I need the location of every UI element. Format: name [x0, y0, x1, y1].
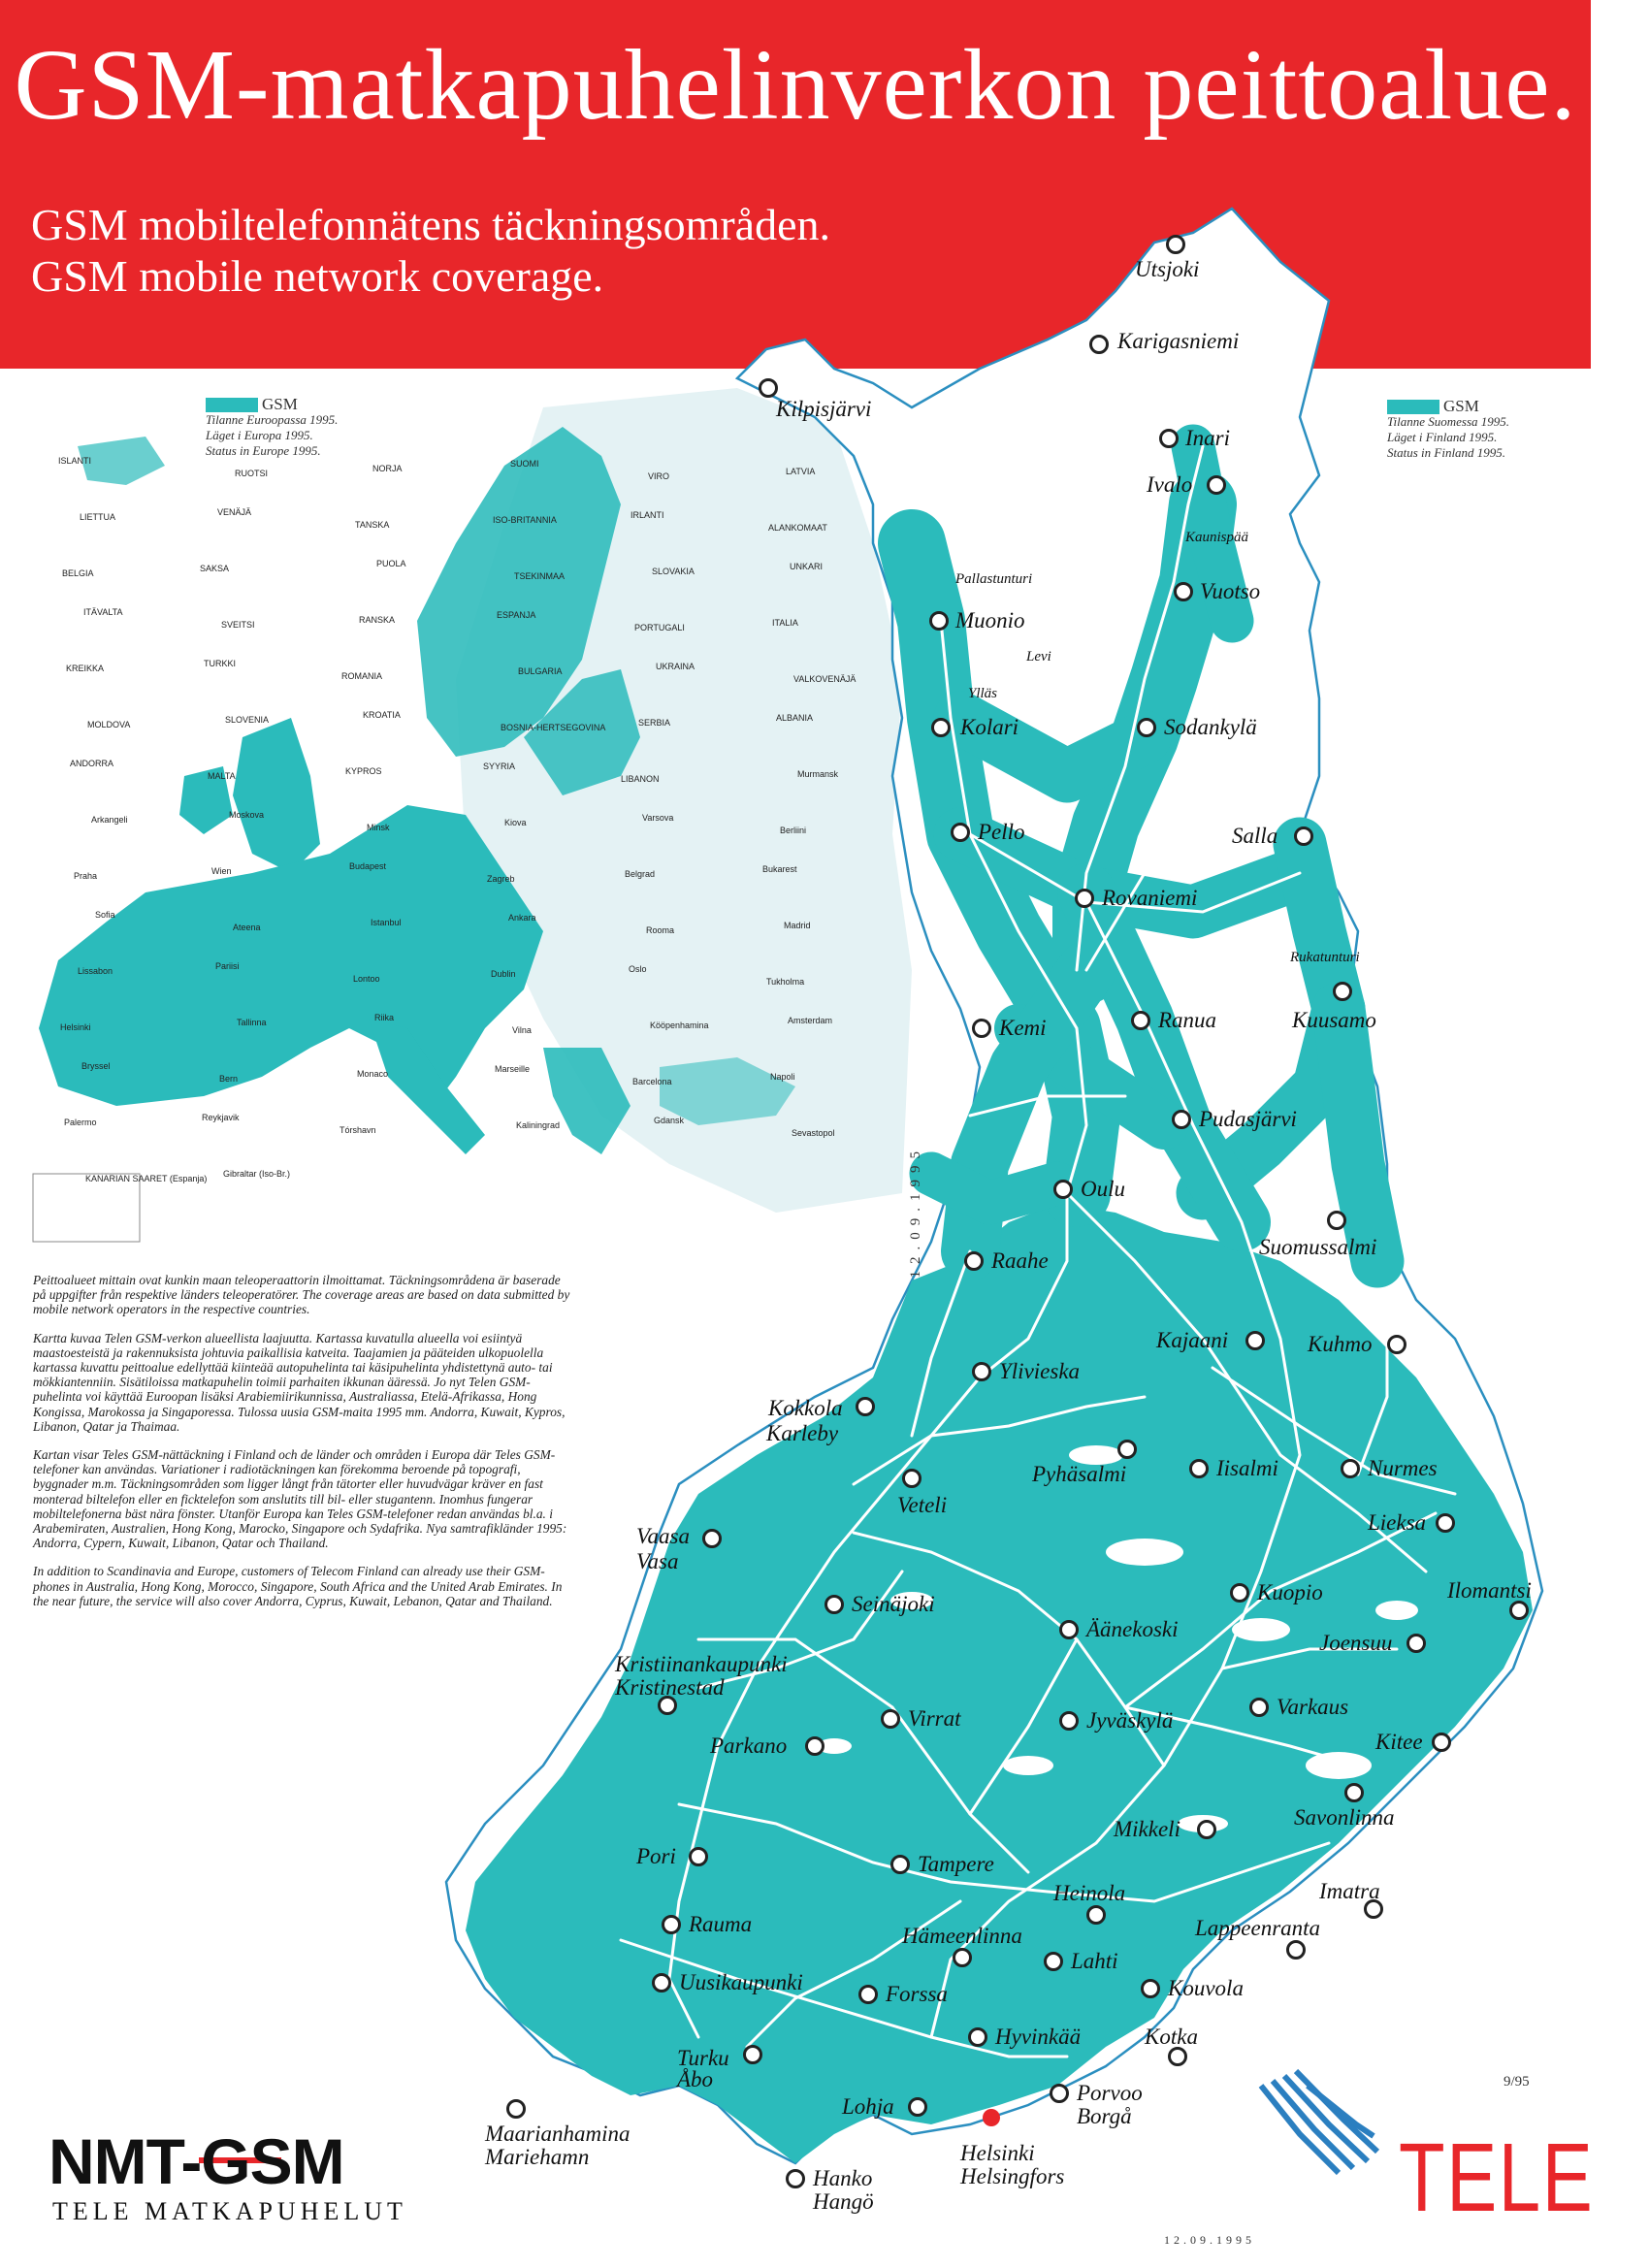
- subtitle-english: GSM mobile network coverage.: [31, 251, 604, 301]
- city-marker: [1131, 1011, 1150, 1030]
- city-label: Rukatunturi: [1290, 950, 1360, 965]
- city-label: Kolari: [960, 715, 1019, 739]
- europe-map-label: ESPANJA: [497, 610, 536, 620]
- city-label: Nurmes: [1368, 1456, 1438, 1480]
- city-marker: [964, 1251, 984, 1271]
- city-label: Jyväskylä: [1086, 1708, 1174, 1733]
- city-marker: [1436, 1513, 1455, 1533]
- city-marker: [1159, 429, 1179, 448]
- city-label: Karigasniemi: [1117, 329, 1240, 353]
- city-label: Imatra: [1319, 1879, 1380, 1903]
- europe-map-label: Bern: [219, 1074, 239, 1084]
- europe-map-label: Ankara: [508, 913, 536, 923]
- city-label: Vaasa: [636, 1524, 690, 1548]
- city-label: Suomussalmi: [1259, 1235, 1377, 1259]
- europe-map-label: ITALIA: [772, 618, 798, 628]
- europe-map-label: ITÄVALTA: [83, 607, 123, 617]
- europe-map-label: Praha: [74, 871, 98, 881]
- europe-map-label: Reykjavik: [202, 1113, 240, 1122]
- legend-europe: GSM Tilanne Euroopassa 1995. Läget i Europa 1995. Status in Europe 1995.: [206, 395, 339, 459]
- city-label: Savonlinna: [1294, 1805, 1395, 1830]
- europe-map-label: Oslo: [629, 964, 647, 974]
- city-label: Ylläs: [968, 686, 998, 701]
- tele-logo-text: TELE: [1399, 2123, 1595, 2232]
- city-marker: [1053, 1180, 1073, 1199]
- city-label: Kouvola: [1168, 1976, 1244, 2000]
- city-label: Kaunispää: [1185, 530, 1249, 545]
- europe-map-label: BELGIA: [62, 568, 94, 578]
- text-paragraph: Kartta kuvaa Telen GSM-verkon alueellista laajuutta. Kartassa kuvatulla alueella voi esiintyä maastoesteistä ja rakennuksista johtuvia paikallisia katveita. Taajamien ja pääteiden ulkopuolella kartassa kuvattu peittoalue edellyttää kiinteää autopuhelinta tai käsipuhelinta yhdistettynä auto- tai mökkiantenniin. Sisätiloissa matkapuhelin toimii parhaiten ikkunan ääressä. Jo nyt Telen GSM-puhelinta voi käyttää Euroopan lisäksi Arabiemiirikunnissa, Australiassa, Etelä-Afrikassa, Hong Kongissa, Marokossa ja Singaporessa. Tulossa uusia GSM-maita 1995 mm. Andorra, Kuwait, Kypros, Libanon, Qatar ja Thaimaa.: [33, 1330, 566, 1434]
- city-label: Virrat: [908, 1706, 961, 1731]
- europe-map-label: Arkangeli: [91, 815, 128, 825]
- city-marker: [858, 1985, 878, 2004]
- city-marker: [689, 1847, 708, 1866]
- city-label: Turku: [677, 2046, 729, 2070]
- europe-map-label: MALTA: [208, 771, 236, 781]
- europe-map-label: SYYRIA: [483, 761, 516, 771]
- europe-map-label: VIRO: [648, 471, 670, 481]
- europe-map-label: Dublin: [491, 969, 516, 979]
- logo-subtitle: TELE MATKAPUHELUT: [52, 2197, 407, 2225]
- city-label: Borgå: [1077, 2104, 1132, 2128]
- city-label: Mariehamn: [485, 2145, 590, 2169]
- europe-map-label: LIETTUA: [80, 512, 116, 522]
- subtitle-swedish: GSM mobiltelefonnätens täckningsområden.: [31, 200, 831, 249]
- europe-map-label: BULGARIA: [518, 666, 563, 676]
- city-marker: [1341, 1459, 1360, 1478]
- city-marker: [1137, 718, 1156, 737]
- europe-map-label: SUOMI: [510, 459, 539, 469]
- city-label: Parkano: [710, 1733, 788, 1758]
- city-label: Kotka: [1145, 2025, 1198, 2049]
- city-marker: [1406, 1634, 1426, 1653]
- europe-map-label: Amsterdam: [788, 1016, 833, 1025]
- text-paragraph: Kartan visar Teles GSM-nättäckning i Finland och de länder och områden i Europa där Teles GSM-telefoner kan användas. Variationer i radiotäckningen kan förekomma beroende på topografi, byggnader m.m. Täckningsområden som ligger långt från tätorter eller huvudvägar kräver en fast monterad biltelefon eller en ficktelefon som anslutits till bil- eller stugantenn. Inomhus fungerar mobiltelefonerna bäst nära fönster. Utanför Europa kan Teles GSM-telefoner redan användas bl.a. i Arabemiraten, Australien, Hong Kong, Marocko, Singapore och Sydafrika. Nya samtrafikländer 1995: Andorra, Cypern, Kuwait, Libanon, Qatar och Thailand.: [33, 1447, 567, 1551]
- europe-map-label: Kööpenhamina: [650, 1021, 709, 1030]
- europe-map-label: Tallinna: [237, 1018, 267, 1027]
- tele-wave-logo: [1261, 2071, 1377, 2173]
- city-label: Ranua: [1158, 1008, 1217, 1032]
- europe-map-label: Belgrad: [625, 869, 656, 879]
- city-label: Karleby: [766, 1421, 839, 1445]
- city-marker: [1172, 1110, 1191, 1129]
- city-label: Utsjoki: [1135, 257, 1200, 281]
- city-label: Salla: [1232, 824, 1278, 848]
- city-marker: [890, 1855, 910, 1874]
- europe-map-label: PORTUGALI: [634, 623, 685, 632]
- city-label: Pello: [978, 820, 1025, 844]
- city-label: Vuotso: [1200, 579, 1261, 603]
- city-label: Tampere: [918, 1852, 994, 1876]
- city-label: Hyvinkää: [995, 2025, 1082, 2049]
- city-label: Kuhmo: [1308, 1332, 1373, 1356]
- city-label: Kitee: [1375, 1730, 1423, 1754]
- city-label: Pori: [636, 1844, 676, 1868]
- europe-map-label: Moskova: [229, 810, 265, 820]
- city-marker: [881, 1709, 900, 1729]
- europe-map-label: Barcelona: [632, 1077, 672, 1086]
- legend-finland: GSM Tilanne Suomessa 1995. Läget i Finland 1995. Status in Finland 1995.: [1387, 397, 1510, 461]
- city-marker: [908, 2097, 927, 2117]
- city-marker: [1168, 2047, 1187, 2066]
- city-label: Forssa: [886, 1982, 948, 2006]
- city-label: Veteli: [897, 1493, 948, 1517]
- city-marker: [1245, 1331, 1265, 1350]
- footer-date: 12.09.1995: [1164, 2233, 1255, 2247]
- issue-number: 9/95: [1504, 2074, 1530, 2090]
- city-label: Muonio: [955, 608, 1025, 632]
- city-marker: [1075, 889, 1094, 908]
- city-label: Kristiinankaupunki: [615, 1652, 788, 1676]
- city-label: Maarianhamina: [485, 2122, 630, 2146]
- city-marker: [1197, 1820, 1216, 1839]
- city-marker: [702, 1529, 722, 1548]
- europe-map-label: Vilna: [512, 1025, 532, 1035]
- europe-map-label: Monaco: [357, 1069, 389, 1079]
- europe-map-label: MOLDOVA: [87, 720, 131, 729]
- nmt-gsm-logo: NMT-GSM: [48, 2125, 344, 2197]
- city-label: Hangö: [813, 2189, 874, 2214]
- city-marker: [1207, 475, 1226, 495]
- city-label: Helsingfors: [960, 2164, 1065, 2188]
- europe-map-label: SERBIA: [638, 718, 671, 728]
- europe-map-label: TANSKA: [355, 520, 390, 530]
- city-marker: [1286, 1940, 1306, 1960]
- city-marker: [1327, 1211, 1346, 1230]
- city-label: Hämeenlinna: [902, 1924, 1022, 1948]
- europe-map-label: Rooma: [646, 925, 675, 935]
- europe-map-label: KROATIA: [363, 710, 401, 720]
- city-label: Rovaniemi: [1102, 886, 1198, 910]
- city-label: Kokkola: [768, 1396, 843, 1420]
- city-marker: [662, 1915, 681, 1934]
- europe-map-label: ISLANTI: [58, 456, 92, 466]
- text-paragraph: In addition to Scandinavia and Europe, customers of Telecom Finland can already use their GSM-phones in Australia, Hong Kong, Morocco, Singapore, South Africa and the United Arab Emirates. In the near future, the service will also cover Andorra, Cyprus, Kuwait, Lebanon, Qatar and Thailand.: [33, 1564, 563, 1608]
- europe-map-label: Kaliningrad: [516, 1120, 561, 1130]
- city-marker: [972, 1019, 991, 1038]
- city-label: Porvoo: [1077, 2081, 1143, 2105]
- europe-map-label: Berliini: [780, 826, 807, 835]
- city-label: Uusikaupunki: [679, 1970, 803, 1994]
- city-label: Mikkeli: [1114, 1817, 1180, 1841]
- europe-map-label: Minsk: [367, 823, 390, 832]
- city-label: Lappeenranta: [1195, 1916, 1321, 1940]
- europe-map-label: Varsova: [642, 813, 674, 823]
- city-marker: [786, 2169, 805, 2188]
- city-marker: [1141, 1979, 1160, 1998]
- europe-map-label: VALKOVENÄJÄ: [793, 674, 857, 684]
- city-label: Kristinestad: [615, 1675, 725, 1700]
- europe-map-label: UKRAINA: [656, 662, 695, 671]
- city-marker: [1059, 1620, 1079, 1639]
- city-marker: [931, 718, 951, 737]
- europe-map-label: Pariisi: [215, 961, 240, 971]
- city-label: Rauma: [689, 1912, 753, 1936]
- europe-map-label: IRLANTI: [630, 510, 664, 520]
- city-label: Kilpisjärvi: [776, 397, 872, 421]
- city-marker: [1174, 582, 1193, 601]
- city-label: Levi: [1026, 649, 1051, 664]
- city-label: Kuusamo: [1292, 1008, 1376, 1032]
- europe-map-label: Murmansk: [797, 769, 839, 779]
- city-marker: [1230, 1583, 1249, 1603]
- city-label: Pyhäsalmi: [1032, 1462, 1127, 1486]
- city-marker: [1059, 1711, 1079, 1731]
- city-label: Sodankylä: [1164, 715, 1257, 739]
- europe-map-label: LATVIA: [786, 467, 816, 476]
- city-marker: [1117, 1440, 1137, 1459]
- city-label: Ivalo: [1147, 472, 1193, 497]
- map-date-vertical: 12.09.1995: [908, 1145, 923, 1279]
- europe-map-label: UNKARI: [790, 562, 824, 571]
- text-paragraph: Peittoalueet mittain ovat kunkin maan teleoperaattorin ilmoittamat. Täckningsområdena är baserade på uppgifter från respektive länders teleoperatörer. The coverage areas are based on data submitted by mobile network operators in the respective countries.: [33, 1273, 570, 1317]
- city-label: Raahe: [991, 1248, 1049, 1273]
- city-marker: [805, 1736, 824, 1756]
- europe-map-label: Gdansk: [654, 1116, 685, 1125]
- europe-map-label: TURKKI: [204, 659, 237, 668]
- europe-map-label: Napoli: [770, 1072, 795, 1082]
- europe-map-label: RUOTSI: [235, 469, 269, 478]
- europe-map-label: ALANKOMAAT: [768, 523, 827, 533]
- europe-map-label: Bryssel: [81, 1061, 111, 1071]
- city-marker: [824, 1595, 844, 1614]
- europe-map-label: KANARIAN SAARET (Espanja): [85, 1174, 208, 1183]
- city-marker: [506, 2099, 526, 2119]
- city-label: Kajaani: [1156, 1328, 1229, 1352]
- europe-map-label: ALBANIA: [776, 713, 814, 723]
- europe-map-label: SVEITSI: [221, 620, 255, 630]
- europe-map-label: Bukarest: [762, 864, 797, 874]
- city-label: Joensuu: [1319, 1631, 1393, 1655]
- gsm-swatch: [206, 398, 258, 412]
- city-label: Oulu: [1081, 1177, 1125, 1201]
- city-marker: [1432, 1733, 1451, 1752]
- city-label: Heinola: [1053, 1881, 1126, 1905]
- city-label: Åbo: [677, 2067, 714, 2091]
- city-label: Vasa: [636, 1549, 679, 1573]
- europe-map-label: KYPROS: [345, 766, 382, 776]
- city-label: Kuopio: [1257, 1580, 1323, 1604]
- city-label: Ylivieska: [999, 1359, 1081, 1383]
- city-marker: [1086, 1905, 1106, 1925]
- city-marker: [953, 1948, 972, 1967]
- city-label: Iisalmi: [1216, 1456, 1278, 1480]
- europe-map-label: VENÄJÄ: [217, 507, 252, 517]
- europe-map-label: SLOVAKIA: [652, 567, 695, 576]
- europe-map-label: Riika: [374, 1013, 395, 1022]
- europe-map-label: Istanbul: [371, 918, 402, 927]
- city-marker: [743, 2045, 762, 2064]
- city-marker: [1387, 1335, 1406, 1354]
- city-label: Seinäjoki: [852, 1592, 935, 1616]
- city-label: Varkaus: [1277, 1695, 1349, 1719]
- europe-map-label: Wien: [211, 866, 232, 876]
- city-label: Pudasjärvi: [1199, 1107, 1297, 1131]
- city-marker: [1089, 335, 1109, 354]
- city-marker: [1050, 2084, 1069, 2103]
- europe-map-label: Tukholma: [766, 977, 805, 987]
- europe-map-label: Tórshavn: [340, 1125, 376, 1135]
- city-label: Inari: [1185, 426, 1230, 450]
- europe-map-label: RANSKA: [359, 615, 396, 625]
- city-marker: [1509, 1601, 1529, 1620]
- europe-map-label: Sofia: [95, 910, 115, 920]
- europe-map-label: Palermo: [64, 1118, 97, 1127]
- city-marker: [951, 823, 970, 842]
- info-text: [33, 1273, 576, 1622]
- city-marker: [1189, 1459, 1209, 1478]
- europe-map-label: Marseille: [495, 1064, 531, 1074]
- city-label: Äänekoski: [1086, 1617, 1179, 1641]
- city-label: Kemi: [999, 1016, 1047, 1040]
- europe-map-label: BOSNIA-HERTSEGOVINA: [501, 723, 606, 732]
- europe-map-label: Madrid: [784, 921, 811, 930]
- city-marker: [1166, 235, 1185, 254]
- europe-map-label: PUOLA: [376, 559, 406, 568]
- city-label: Ilomantsi: [1447, 1578, 1532, 1603]
- europe-map-label: ANDORRA: [70, 759, 114, 768]
- city-label: Lieksa: [1368, 1510, 1427, 1535]
- city-label: Lahti: [1071, 1949, 1118, 1973]
- city-marker: [856, 1397, 875, 1416]
- europe-map-label: LIBANON: [621, 774, 660, 784]
- europe-map-label: ROMANIA: [341, 671, 383, 681]
- city-marker: [652, 1973, 671, 1993]
- gsm-swatch: [1387, 400, 1439, 414]
- city-marker: [929, 611, 949, 631]
- city-marker: [759, 378, 778, 398]
- europe-map-label: ISO-BRITANNIA: [493, 515, 557, 525]
- europe-map-label: Sevastopol: [792, 1128, 835, 1138]
- europe-map: [29, 388, 912, 1242]
- europe-map-label: Ateena: [233, 923, 261, 932]
- europe-map-label: Kiova: [504, 818, 527, 827]
- city-marker: [902, 1469, 922, 1488]
- europe-map-label: Budapest: [349, 861, 387, 871]
- city-marker: [968, 2027, 987, 2047]
- city-marker: [1333, 982, 1352, 1001]
- city-label: Helsinki: [960, 2141, 1035, 2165]
- europe-map-label: Gibraltar (Iso-Br.): [223, 1169, 291, 1179]
- city-marker: [1044, 1952, 1063, 1971]
- europe-map-label: SAKSA: [200, 564, 230, 573]
- europe-map-label: SLOVENIA: [225, 715, 270, 725]
- europe-map-label: TSEKINMAA: [514, 571, 566, 581]
- europe-map-label: NORJA: [372, 464, 403, 473]
- europe-map-label: Lontoo: [353, 974, 380, 984]
- city-label: Hanko: [813, 2166, 873, 2190]
- page-title: GSM-matkapuhelinverkon peittoalue.: [14, 29, 1577, 141]
- europe-map-label: Helsinki: [60, 1022, 91, 1032]
- city-marker: [1344, 1783, 1364, 1802]
- city-label: Pallastunturi: [955, 571, 1033, 587]
- europe-map-label: Zagreb: [487, 874, 515, 884]
- city-marker: [1249, 1698, 1269, 1717]
- city-label: Lohja: [842, 2094, 894, 2119]
- europe-map-label: Lissabon: [78, 966, 113, 976]
- city-marker: [1294, 826, 1313, 846]
- europe-map-label: KREIKKA: [66, 664, 105, 673]
- city-marker: [972, 1362, 991, 1381]
